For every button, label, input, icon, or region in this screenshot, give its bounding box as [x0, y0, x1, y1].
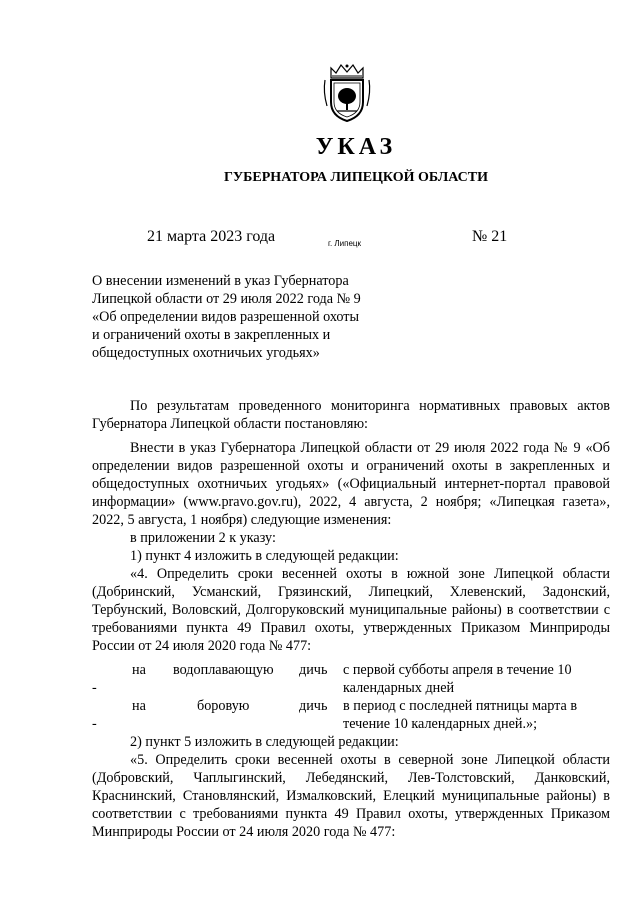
document-date: 21 марта 2023 года [147, 228, 276, 245]
row-dash: - [92, 716, 97, 732]
paragraph: 2) пункт 5 изложить в следующей редакции: [130, 734, 399, 750]
row-cell: на [132, 698, 146, 714]
subject-line: и ограничений охоты в закрепленных и [92, 327, 331, 343]
row-cell: на [132, 662, 146, 678]
coat-of-arms-icon [322, 62, 372, 124]
row-cell: боровую [197, 698, 250, 714]
row-cell: календарных дней [343, 680, 455, 696]
hunting-period-row [92, 697, 610, 733]
paragraph: Внести в указ Губернатора Липецкой области от 29 июля 2022 года № 9 «Об определении видов разрешенной охоты и ограничений охоты в закрепленных и общедоступных охотничьих угодьях» («Официальный интернет-портал правовой информации» (www.pravo.gov.ru), 2022, 4 августа, 2 ноября; «Липецкая газета», 2022, 5 августа, 1 ноября) следующие изменения: [92, 440, 610, 528]
subject-line: Липецкой области от 29 июля 2022 года № 9 [92, 291, 361, 307]
subject-line: «Об определении видов разрешенной охоты [92, 309, 360, 325]
paragraph: «4. Определить сроки весенней охоты в южной зоне Липецкой области (Добринский, Усманский, Грязинский, Липецкий, Хлевенский, Задонский, Тербунский, Воловский, Долгоруковский муниципальные районы) в соответствии с требованиями пункта 49 Правил охоты, утвержденных Приказом Минприроды России от 24 июля 2020 года № 477: [92, 566, 610, 654]
paragraph: в приложении 2 к указу: [130, 530, 276, 546]
row-cell: в период с последней пятницы марта в [343, 698, 578, 714]
row-dash: - [92, 680, 97, 696]
hunting-period-row [92, 661, 610, 697]
paragraph: 1) пункт 4 изложить в следующей редакции: [130, 548, 399, 564]
row-cell: дичь [299, 698, 328, 714]
document-title: УКАЗ [315, 134, 397, 160]
row-cell: течение 10 календарных дней.»; [343, 716, 538, 732]
subject-line: О внесении изменений в указ Губернатора [92, 273, 349, 289]
document-number: № 21 [472, 228, 508, 245]
paragraph: По результатам проведенного мониторинга нормативных правовых актов Губернатора Липецкой области постановляю: [92, 398, 610, 432]
paragraph: «5. Определить сроки весенней охоты в северной зоне Липецкой области (Добровский, Чаплыгинский, Лебедянский, Лев-Толстовский, Данковский, Краснинский, Становлянский, Измалковский, Елецкий муниципальные районы) в соответствии с требованиями пункта 49 Правил охоты, утвержденных Приказом Минприроды России от 24 июля 2020 года № 477: [92, 752, 610, 840]
document-subject [92, 272, 392, 362]
document-subtitle: ГУБЕРНАТОРА ЛИПЕЦКОЙ ОБЛАСТИ [223, 170, 488, 185]
row-cell: дичь [299, 662, 328, 678]
document-body [92, 397, 610, 841]
subject-line: общедоступных охотничьих угодьях» [92, 345, 320, 361]
document-city: г. Липецк [328, 239, 361, 248]
row-cell: с первой субботы апреля в течение 10 [343, 662, 572, 678]
row-cell: водоплавающую [173, 662, 274, 678]
